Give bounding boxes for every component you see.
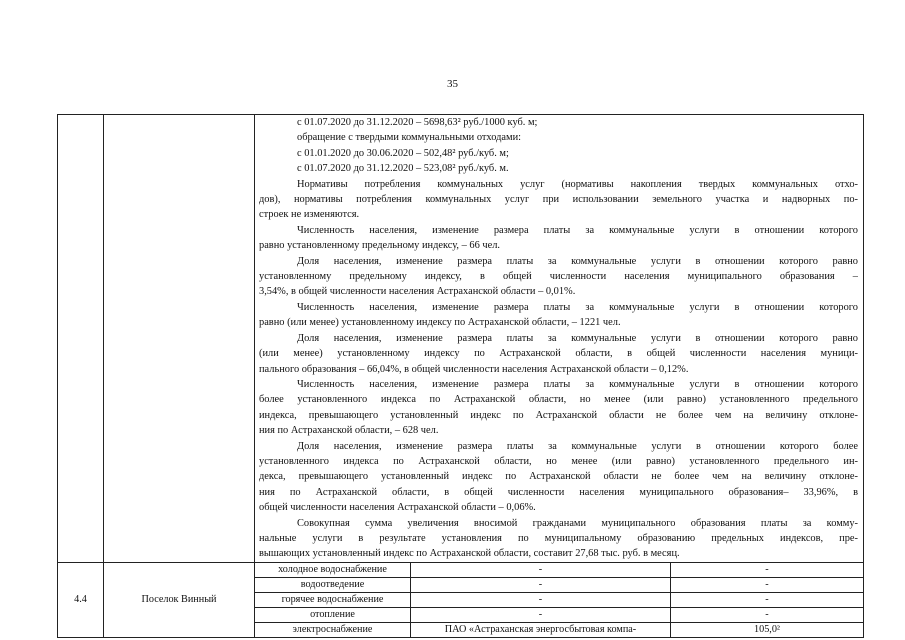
paragraph-line: строек не изменяются. [259, 209, 360, 221]
paragraph-line: ния по Астраханской области, – 628 чел. [259, 425, 439, 437]
tariff-line: с 01.07.2020 до 31.12.2020 – 5698,63² руб./1000 куб. м; [297, 117, 538, 128]
paragraph [259, 439, 858, 516]
description-cell [255, 115, 864, 563]
paragraph-line: Численность населения, изменение размера платы за коммунальные услуги в отношении которого [297, 378, 858, 390]
paragraph-line: общей численности населения Астраханской области – 0,06%. [259, 502, 536, 514]
paragraph-line: нальные услуги в результате установления по муниципальному образованию предельных индексов, пре- [259, 532, 858, 544]
paragraph-line: Совокупная сумма увеличения вносимой гражданами муниципального образования платы за комму- [297, 517, 858, 529]
service-provider: - [411, 562, 671, 577]
service-provider: ПАО «Астраханская энергосбытовая компа- [411, 622, 671, 637]
service-name: горячее водоснабжение [255, 592, 411, 607]
service-name: электроснабжение [255, 622, 411, 637]
service-provider: - [411, 592, 671, 607]
settlement-name: Поселок Винный [104, 562, 255, 637]
paragraph-line: равно установленному предельному индексу, – 66 чел. [259, 240, 500, 252]
paragraph-line: Доля населения, изменение размера платы за коммунальные услуги в отношении которого равно [297, 332, 858, 344]
service-value: - [671, 562, 864, 577]
service-value: 105,0² [671, 622, 864, 637]
paragraph [259, 223, 858, 254]
description-paragraphs [259, 177, 858, 562]
paragraph-line: вышающих установленный индекс по Астраханской области, составит 27,68 тыс. руб. в месяц. [259, 548, 680, 560]
tariff-block [259, 115, 858, 177]
paragraph [259, 377, 858, 439]
paragraph [259, 516, 858, 562]
paragraph-line: установленного индекса по Астраханской области, но менее (или равно) установленного предельного ин- [259, 455, 858, 467]
paragraph-line: ния по Астраханской области, в общей численности населения муниципального образования– 33,96%, в [259, 486, 858, 498]
number-cell-empty [58, 115, 104, 563]
paragraph-line: индекса, превышающего установленный индекс по Астраханской области не более чем на величину отклоне- [259, 409, 858, 421]
service-value: - [671, 592, 864, 607]
paragraph-line: декса, превышающего установленный индекс по Астраханской области не более чем на величину отклоне- [259, 471, 858, 483]
paragraph [259, 300, 858, 331]
tariff-line: обращение с твердыми коммунальными отходами: [297, 132, 522, 144]
service-provider: - [411, 577, 671, 592]
service-value: - [671, 607, 864, 622]
service-provider: - [411, 607, 671, 622]
tariff-line: с 01.01.2020 до 30.06.2020 – 502,48² руб./куб. м; [297, 147, 509, 159]
paragraph-line: (или менее) установленному индексу по Астраханской области, в общей численности населения муници- [259, 348, 858, 360]
service-row [58, 562, 864, 577]
paragraph-line: Численность населения, изменение размера платы за коммунальные услуги в отношении которого [297, 301, 858, 313]
paragraph [259, 331, 858, 377]
service-value: - [671, 577, 864, 592]
paragraph-line: 3,54%, в общей численности населения Астраханской области – 0,01%. [259, 286, 576, 298]
tariff-line: с 01.07.2020 до 31.12.2020 – 523,08² руб./куб. м. [297, 163, 509, 175]
page-number: 35 [447, 78, 458, 90]
description-row [58, 115, 864, 563]
service-name: холодное водоснабжение [255, 562, 411, 577]
paragraph-line: Численность населения, изменение размера платы за коммунальные услуги в отношении которого [297, 224, 858, 236]
paragraph-line: установленному предельному индексу, в общей численности населения муниципального образования – [259, 271, 858, 283]
service-name: отопление [255, 607, 411, 622]
row-number: 4.4 [58, 562, 104, 637]
paragraph-line: более установленного индекса по Астраханской области, но менее (или равно) установленного предельного [259, 394, 858, 406]
paragraph-line: дов), нормативы потребления коммунальных услуг при использовании земельного участка и надворных по- [259, 194, 858, 206]
indices-table [57, 114, 864, 638]
paragraph [259, 254, 858, 300]
settlement-cell-empty [104, 115, 255, 563]
paragraph-line: пального образования – 66,04%, в общей численности населения Астраханской области – 0,12%. [259, 363, 689, 375]
paragraph [259, 177, 858, 223]
service-name: водоотведение [255, 577, 411, 592]
paragraph-line: Доля населения, изменение размера платы за коммунальные услуги в отношении которого равно [297, 255, 858, 267]
paragraph-line: Нормативы потребления коммунальных услуг (нормативы накопления твердых коммунальных отхо- [297, 178, 858, 190]
paragraph-line: равно (или менее) установленному индексу по Астраханской области, – 1221 чел. [259, 317, 621, 329]
paragraph-line: Доля населения, изменение размера платы за коммунальные услуги в отношении которого более [297, 440, 858, 452]
